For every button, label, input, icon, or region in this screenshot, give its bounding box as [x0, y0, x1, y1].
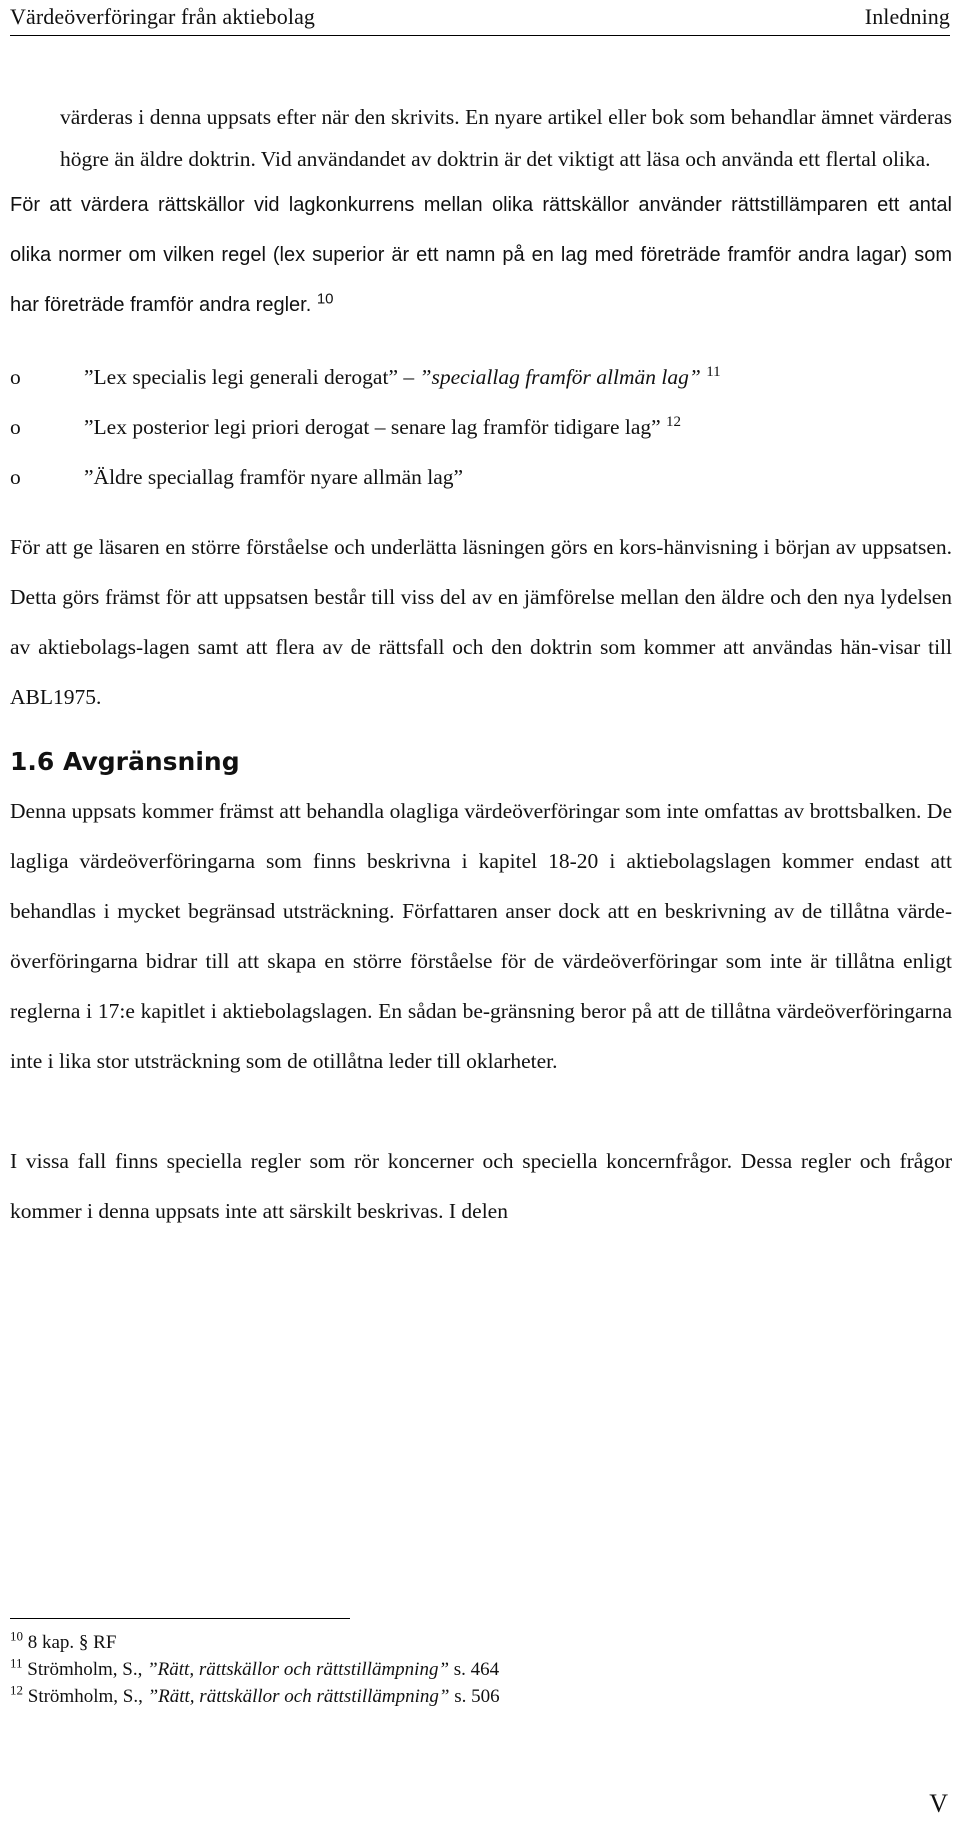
footnote-title: ”Rätt, rättskällor och rättstillämpning”: [147, 1659, 450, 1680]
page-header: [10, 0, 950, 36]
section-number: 1.6: [10, 747, 55, 776]
footnote-number: 10: [10, 1628, 23, 1644]
cross-reference-paragraph: För att ge läsaren en större förståelse och underlätta läsningen görs en kors-hänvisning i början av uppsatsen. Detta görs främst för att uppsatsen består till viss del av en jämförelse mellan den äldre och den nya lydelsen av aktiebolags-lagen samt att flera av de rättsfall och den doktrin som kommer att användas hän-visar till ABL1975.: [10, 535, 952, 709]
footnote-author: Strömholm, S.,: [27, 1686, 148, 1707]
limitation-paragraph: Denna uppsats kommer främst att behandla olagliga värdeöverföringar som inte omfattas av brottsbalken. De lagliga värdeöverföringarna som finns beskrivna i kapitel 18-20 i aktiebolagslagen kommer endast att behandlas i mycket begränsad utsträckning. Författaren anser dock att en beskrivning av de tillåtna värde-överföringarna bidrar till att skapa en större förståelse för de värdeöverföringar som inte är tillåtna enligt reglerna i 17:e kapitlet i aktiebolagslagen. En sådan be-gränsning beror på att de tillåtna värdeöverföringarna inte i lika stor utsträckning som de otillåtna leder till oklarheter.: [10, 799, 952, 1073]
footnote-number: 12: [10, 1682, 23, 1698]
legal-sources-text: För att värdera rättskällor vid lagkonkurrens mellan olika rättskällor använder rättstillämparen ett antal olika normer om vilken regel (lex superior är ett namn på en lag med företräde framför andra lagar) som har företräde framför andra regler.: [10, 194, 952, 316]
section-title: Avgränsning: [63, 747, 240, 776]
bullet-marker: o: [10, 365, 21, 389]
principles-list: [10, 352, 952, 502]
document-body: [10, 96, 952, 1236]
footnote-number: 11: [10, 1655, 23, 1671]
footnotes: [10, 1618, 710, 1710]
footnote-author: Strömholm, S.,: [27, 1659, 148, 1680]
list-item: [10, 352, 952, 402]
list-item: [10, 452, 952, 502]
bullet-marker: o: [10, 465, 21, 489]
principle-text: ”Lex posterior legi priori derogat – senare lag framför tidigare lag”: [84, 415, 661, 439]
page-number: V: [929, 1789, 948, 1818]
principle-latin: ”Lex specialis legi generali derogat” –: [84, 365, 420, 389]
intro-paragraph: värderas i denna uppsats efter när den skrivits. En nyare artikel eller bok som behandlar ämnet värderas högre än äldre doktrin. Vid användandet av doktrin är det viktigt att läsa och använda ett flertal olika.: [60, 105, 952, 171]
footnote-ref-11: 11: [706, 363, 721, 380]
footnote-divider: [10, 1618, 350, 1619]
footnote-item: [10, 1683, 710, 1710]
footnote-page: s. 464: [449, 1659, 500, 1680]
groups-paragraph: I vissa fall finns speciella regler som rör koncerner och speciella koncernfrågor. Dessa regler och frågor kommer i denna uppsats inte att särskilt beskrivas. I delen: [10, 1149, 952, 1223]
principle-text: ”Äldre speciallag framför nyare allmän lag”: [84, 465, 464, 489]
footnote-item: [10, 1629, 710, 1656]
footnote-text: 8 kap. § RF: [27, 1632, 117, 1653]
header-title: Värdeöverföringar från aktiebolag: [10, 4, 316, 29]
list-item: [10, 402, 952, 452]
legal-sources-paragraph: [10, 180, 952, 330]
footnote-item: [10, 1656, 710, 1683]
section-heading: [10, 742, 952, 782]
bullet-marker: o: [10, 415, 21, 439]
footnote-ref-12: 12: [666, 413, 682, 430]
footnote-page: s. 506: [449, 1686, 500, 1707]
footnote-ref-10: 10: [316, 290, 334, 308]
footnote-title: ”Rätt, rättskällor och rättstillämpning”: [147, 1686, 450, 1707]
principle-translation: ”speciallag framför allmän lag”: [419, 365, 701, 389]
header-section: Inledning: [864, 4, 950, 29]
